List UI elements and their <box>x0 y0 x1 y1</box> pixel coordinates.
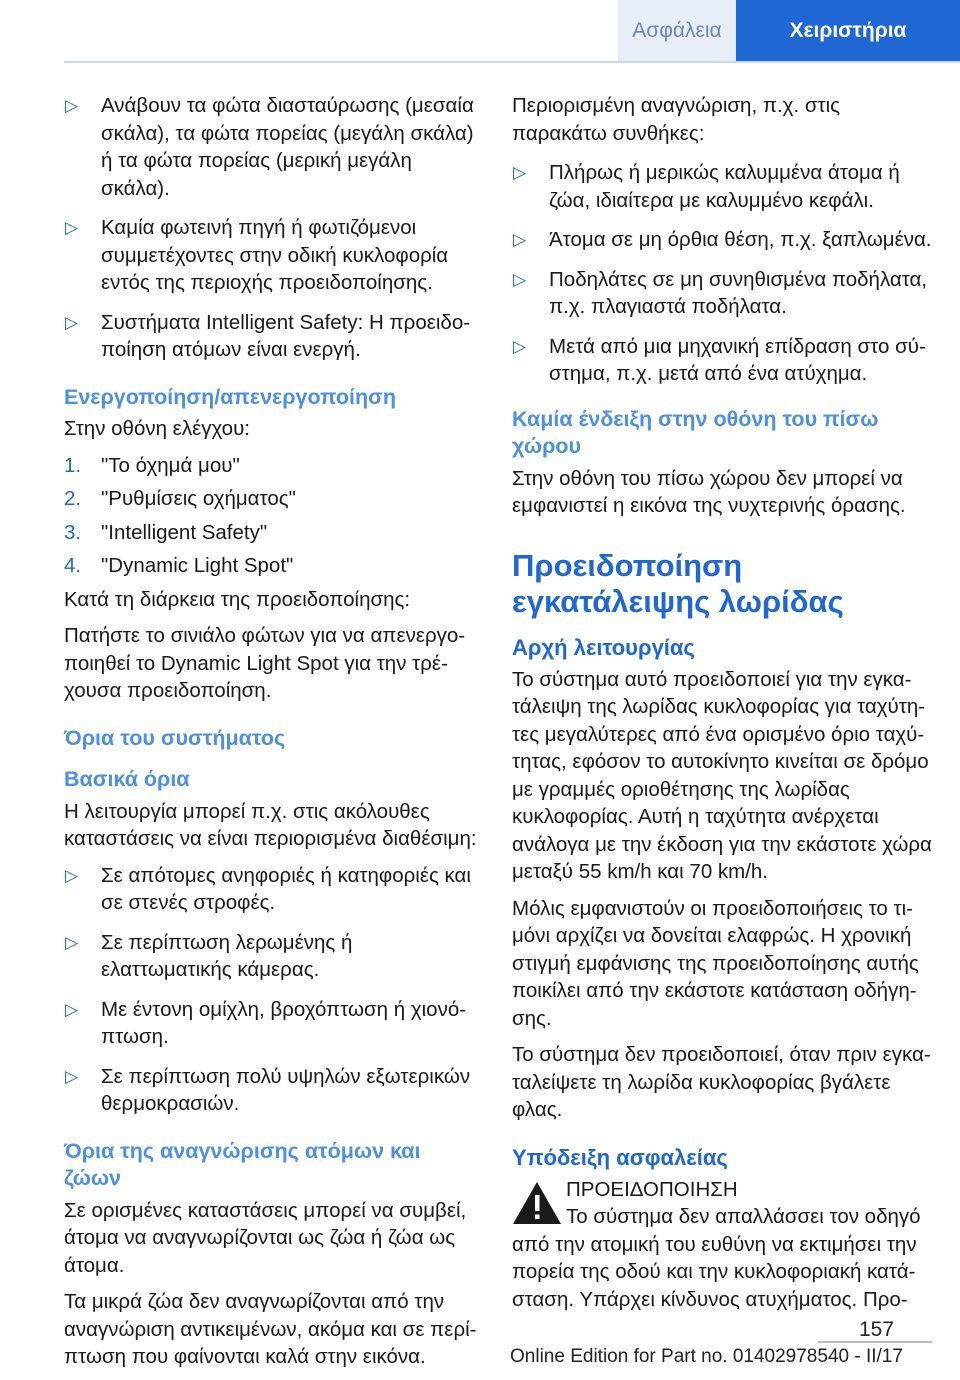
triangle-bullet-icon: ▷ <box>65 999 79 1019</box>
triangle-bullet-icon: ▷ <box>65 932 79 952</box>
lane-departure-heading: Προειδοποίηση εγκατάλειψης λωρίδας <box>512 547 844 619</box>
no-display-heading: Καμία ένδειξη στην οθόνη του πίσω χώρου <box>512 406 879 458</box>
principle-text-3: Το σύστημα δεν προειδοποιεί, όταν πριν εγκαταλείψετε τη λωρίδα κυκλοφορίας βγάλετε φλας. <box>512 1043 931 1121</box>
basic-limits-heading: Βασικά όρια <box>64 767 190 791</box>
list-item: ▷ Με έντονη ομίχλη, βροχόπτωση ή χιονόπτωση. <box>65 997 467 1048</box>
limited-detection-intro: Περιορισμένη αναγνώριση, π.χ. στις παρακάτω συνθήκες: <box>512 94 841 145</box>
list-item: ▷ Μετά από μια μηχανική επίδραση στο σύστημα, π.χ. μετά από ένα ατύχημα. <box>513 334 926 385</box>
no-display-text: Στην οθόνη του πίσω χώρου δεν μπορεί να εμφανιστεί η εικόνα της νυχτερινής όρασης. <box>512 466 906 517</box>
step-item: 3. "Intelligent Safety" <box>64 520 268 544</box>
triangle-bullet-icon: ▷ <box>513 336 527 356</box>
triangle-bullet-icon: ▷ <box>65 865 79 885</box>
step-item: 4. "Dynamic Light Spot" <box>64 554 294 577</box>
triangle-bullet-icon: ▷ <box>65 218 79 237</box>
list-item: ▷ Συστήματα Intelligent Safety: Η προειδοποίηση ατόμων είναι ενεργή. <box>65 310 471 361</box>
activation-heading: Ενεργοποίηση/απενεργοποίηση <box>64 384 396 409</box>
left-column <box>64 92 478 1380</box>
triangle-bullet-icon: ▷ <box>513 269 527 289</box>
warning-text: Το σύστημα δεν απαλλάσσει τον οδηγό από την ατομική του ευθύνη να εκτιμήσει την πορεία της οδού και την κυκλοφοριακή κατάσταση. Υπάρχει κίνδυνος ατυχήματος. Προ- <box>512 1205 921 1311</box>
principle-text-2: Μόλις εμφανιστούν οι προειδοποιήσεις το τιμόνι αρχίζει να δονείται ελαφρώς. Η χρονική στιγμή εμφάνισης της προειδοποίησης αυτής ποικίλει από την εκάστοτε κατάσταση οδήγησης. <box>512 896 919 1030</box>
list-item: ▷ Σε περίπτωση πολύ υψηλών εξωτερικών θερμοκρασιών. <box>65 1064 471 1115</box>
list-item: ▷ Ανάβουν τα φώτα διασταύρωσης (μεσαία σκάλα), τα φώτα πορείας (μεγάλη σκάλα) ή τα φώτα πορείας (μερική μεγάλη σκάλα). <box>65 94 474 200</box>
list-item: ▷ Πλήρως ή μερικώς καλυμμένα άτομα ή ζώα, ιδιαίτερα με καλυμμένο κεφάλι. <box>513 161 900 212</box>
page-number: 157 <box>859 1318 895 1341</box>
right-column <box>512 92 932 1313</box>
triangle-bullet-icon: ▷ <box>513 163 527 182</box>
during-warning-text: Κατά τη διάρκεια της προειδοποίησης: <box>64 587 411 611</box>
press-flasher-text: Πατήστε το σινιάλο φώτων για να απενεργοποιηθεί το Dynamic Light Spot για την τρέχουσα προειδοποίηση. <box>64 624 466 702</box>
header-tabs <box>618 0 960 62</box>
warning-box <box>512 1176 932 1314</box>
safety-note-heading: Υπόδειξη ασφαλείας <box>512 1144 728 1170</box>
detection-text-2: Τα μικρά ζώα δεν αναγνωρίζονται από την αναγνώριση αντικειμένων, ακόμα και σε περίπτωση που φαίνονται καλά στην εικόνα. <box>64 1290 477 1368</box>
basic-limits-text: Η λειτουργία μπορεί π.χ. στις ακόλουθες καταστάσεις να είναι περιορισμένα διαθέσιμη: <box>64 799 477 850</box>
triangle-bullet-icon: ▷ <box>65 312 79 332</box>
header-divider <box>64 61 960 63</box>
detection-text-1: Σε ορισμένες καταστάσεις μπορεί να συμβεί, άτομα να αναγνωρίζονται ως ζώα ή ζώα ως άτομα. <box>64 1198 467 1277</box>
tab-controls[interactable]: Χειριστήρια <box>736 0 960 62</box>
activation-intro: Στην οθόνη ελέγχου: <box>64 417 250 440</box>
warning-label: ΠΡΟΕΙΔΟΠΟΙΗΣΗ <box>566 1177 738 1201</box>
list-item: ▷ Άτομα σε μη όρθια θέση, π.χ. ξαπλωμένα. <box>512 226 932 254</box>
edition-footer: Online Edition for Part no. 01402978540 - II/17 <box>510 1346 903 1367</box>
list-item: ▷ Σε απότομες ανηφοριές ή κατηφοριές και σε στενές στροφές. <box>65 863 471 914</box>
detection-limits-heading: Όρια της αναγνώρισης ατόμων και ζώων <box>64 1138 421 1190</box>
triangle-bullet-icon: ▷ <box>65 96 79 115</box>
principle-text-1: Το σύστημα αυτό προειδοποιεί για την εγκατάλειψη της λωρίδας κυκλοφορίας για ταχύτητες μεγαλύτερες από ένα ορισμένο όριο ταχύτητας, εφόσον το αυτοκίνητο κινείται σε δρόμο με γραμμές οριοθέτησης της λωρίδας κυκλοφορίας. Αυτή η ταχύτητα ανέρχεται ανάλογα με την έκδοση για την εκάστοτε χώρα μεταξύ 55 km/h και 70 km/h. <box>512 667 932 883</box>
step-item: 1. "Το όχημά μου" <box>64 453 240 477</box>
list-item: ▷ Καμία φωτεινή πηγή ή φωτιζόμενοι συμμετέχοντες στην οδική κυκλοφορία εντός της περιοχής προειδοποίησης. <box>65 216 449 294</box>
step-item: 2. "Ρυθμίσεις οχήματος" <box>64 487 296 510</box>
warning-triangle-icon <box>510 1178 564 1228</box>
triangle-bullet-icon: ▷ <box>513 230 527 249</box>
list-item: ▷ Σε περίπτωση λερωμένης ή ελαττωματικής κάμερας. <box>65 930 353 981</box>
list-item: ▷ Ποδηλάτες σε μη συνηθισμένα ποδήλατα, π.χ. πλαγιαστά ποδήλατα. <box>513 267 928 318</box>
system-limits-heading: Όρια του συστήματος <box>64 725 286 750</box>
tab-safety[interactable]: Ασφάλεια <box>618 0 736 62</box>
triangle-bullet-icon: ▷ <box>65 1066 79 1086</box>
principle-heading: Αρχή λειτουργίας <box>512 634 695 660</box>
